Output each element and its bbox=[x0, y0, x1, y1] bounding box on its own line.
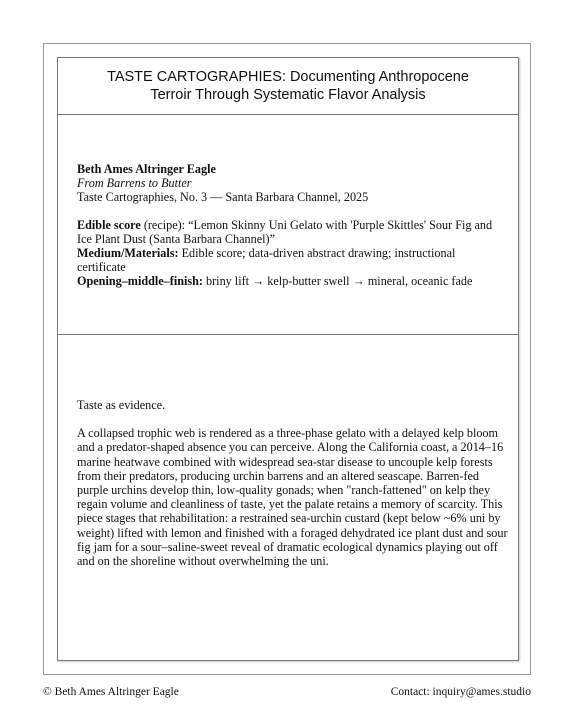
series-line: Taste Cartographies, No. 3 — Santa Barbara Channel, 2025 bbox=[77, 190, 369, 204]
statement-paragraph: A collapsed trophic web is rendered as a three-phase gelato with a delayed kelp bloom and a predator-shaped absence you can perceive. Along the California coast, a 2014–16 marine heatwave combined with widespread sea-star disease to uncouple kelp forests from their predators, producing urchin barrens and an altered seascape. Barren-fed purple urchins develop thin, low-quality gonads; when "ranch-fattened" on kelp they regain volume and cleanliness of taste, yet the palate retains a memory of scarcity. This piece stages that rehabilitation: a restrained sea-urchin custard (kept below ~6% uni by weight) lifted with lemon and finished with a foraged dehydrated ice plant dust and sour fig jam for a sour–saline-sweet reveal of dramatic ecological dynamics playing out off and on the shoreline without overwhelming the uni. bbox=[77, 426, 508, 569]
work-title: From Barrens to Butter bbox=[77, 176, 192, 190]
contact-email[interactable]: Contact: inquiry@ames.studio bbox=[390, 686, 531, 698]
materials-text: Edible score; data-driven abstract drawing; instructional certificate bbox=[77, 246, 456, 274]
artist-name: Beth Ames Altringer Eagle bbox=[77, 162, 216, 176]
opening-middle-finish bbox=[77, 274, 507, 288]
footer bbox=[43, 685, 531, 699]
edible-score bbox=[77, 218, 507, 246]
materials bbox=[77, 246, 507, 274]
omf-label: Opening–middle–finish: bbox=[77, 274, 203, 288]
title-line-1: TASTE CARTOGRAPHIES: Documenting Anthropocene bbox=[107, 69, 469, 85]
artwork-info bbox=[77, 162, 507, 288]
edible-score-text: (recipe): “Lemon Skinny Uni Gelato with 'Purple Skittles' Sour Fig and Ice Plant Dust (Santa Barbara Channel)” bbox=[77, 218, 493, 246]
statement-box bbox=[57, 335, 519, 661]
edible-score-label: Edible score bbox=[77, 218, 141, 232]
title-box bbox=[57, 57, 519, 115]
statement bbox=[77, 398, 509, 568]
materials-label: Medium/Materials: bbox=[77, 246, 179, 260]
artwork-info-box bbox=[57, 115, 519, 335]
copyright: © Beth Ames Altringer Eagle bbox=[43, 686, 179, 698]
omf-text: briny lift → kelp-butter swell → mineral, oceanic fade bbox=[202, 274, 473, 288]
title-line-2: Terroir Through Systematic Flavor Analysis bbox=[150, 87, 426, 103]
statement-lead: Taste as evidence. bbox=[77, 398, 166, 412]
